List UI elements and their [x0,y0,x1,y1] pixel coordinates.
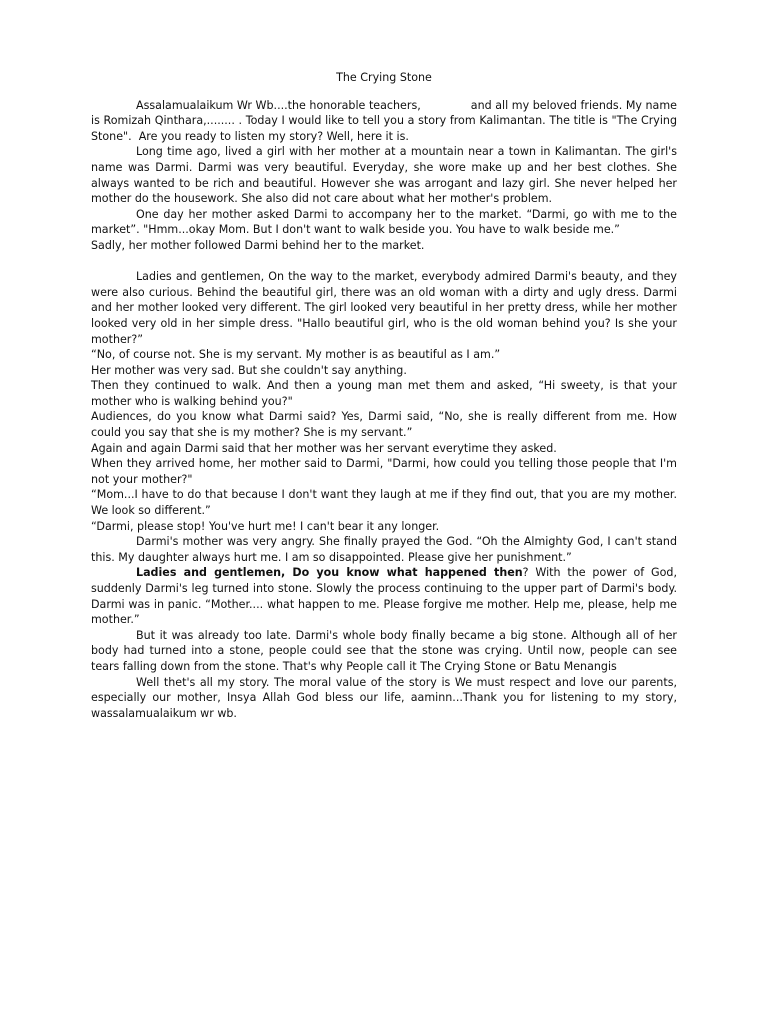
paragraph-too-late: But it was already too late. Darmi's whole body finally became a big stone. Although all of her body had turned into a stone, people could see that the stone was crying. Until now, people can see tears falling down from the stone. That's why People call it The Crying Stone or Batu Menangis [91,628,677,673]
paragraph-arrived-home: When they arrived home, her mother said to Darmi, "Darmi, how could you telling those people that I'm not your mother?" [91,457,677,486]
paragraph-mom-reply: “Mom...I have to do that because I don't want they laugh at me if they find out, that you are my mother. We look so different.” [91,488,677,518]
paragraph-what-happened [91,565,677,627]
paragraph-prayer: Darmi's mother was very angry. She finally prayed the God. “Oh the Almighty God, I can't stand this. My daughter always hurt me. I am so disappointed. Please give her punishment.” [91,535,677,564]
paragraph-again: Again and again Darmi said that her mother was her servant everytime they asked. [91,441,557,455]
paragraph-young-man: Then they continued to walk. And then a young man met them and asked, “Hi sweety, is that your mother who is walking behind you?" [91,379,677,408]
paragraph-servant-reply: “No, of course not. She is my servant. My mother is as beautiful as I am.” [91,348,501,362]
paragraph-intro: Long time ago, lived a girl with her mother at a mountain near a town in Kalimantan. The girl's name was Darmi. Darmi was very beautiful. Everyday, she wore make up and her best clothes. She always wanted to be rich and beautiful. However she was arrogant and lazy girl. She never helped her mother do the housework. She also did not care about what her mother's problem. [91,145,677,206]
bold-phrase: Ladies and gentlemen, Do you know what happened then [136,566,523,580]
paragraph-mother-sad: Her mother was very sad. But she couldn't say anything. [91,363,407,377]
paragraph-audiences: Audiences, do you know what Darmi said? Yes, Darmi said, “No, she is really different from me. How could you say that she is my mother? She is my servant.” [91,410,677,440]
blank-line [91,254,677,270]
paragraph-greeting: Assalamualaikum Wr Wb....the honorable teachers, and all my beloved friends. My name is Romizah Qinthara,........ . Today I would like to tell you a story from Kalimantan. The title is "The Crying Stone". Are you ready to listen my story? Well, here it is. [91,98,681,143]
paragraph-what-happened-text: ? With the power of God, suddenly Darmi's leg turned into stone. Slowly the process continuing to the upper part of Darmi's body. Darmi was in panic. “Mother.... what happen to me. Please forgive me mother. Help me, please, help me mother.” [91,566,677,627]
paragraph-market-request: One day her mother asked Darmi to accompany her to the market. “Darmi, go with me to the market”. "Hmm...okay Mom. But I don't want to walk beside you. You have to walk beside me.” [91,207,677,237]
paragraph-followed: Sadly, her mother followed Darmi behind her to the market. [91,238,425,252]
paragraph-on-the-way: Ladies and gentlemen, On the way to the market, everybody admired Darmi's beauty, and they were also curious. Behind the beautiful girl, there was an old woman with a dirty and ugly dress. Darmi and her mother looked very different. The girl looked very beautiful in her pretty dress, while her mother looked very old in her simple dress. "Hallo beautiful girl, who is the old woman behind you? Is she your mother?” [91,270,677,346]
paragraph-closing: Well thet's all my story. The moral value of the story is We must respect and love our parents, especially our mother, Insya Allah God bless our life, aaminn...Thank you for listening to my story, wassalamualaikum wr wb. [91,675,677,720]
page-title: The Crying Stone [336,71,432,84]
paragraph-please-stop: “Darmi, please stop! You've hurt me! I can't bear it any longer. [91,519,440,533]
